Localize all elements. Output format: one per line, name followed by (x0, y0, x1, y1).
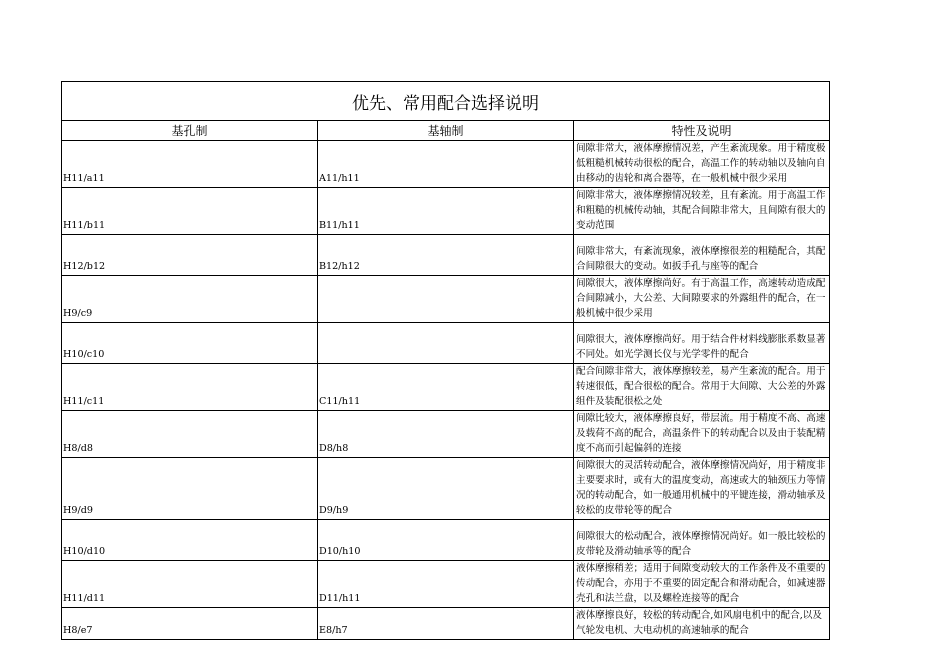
shaft-fit-cell: B11/h11 (318, 188, 574, 235)
header-shaft-basis: 基轴制 (318, 121, 574, 141)
shaft-fit-cell: C11/h11 (318, 364, 574, 411)
hole-fit-cell: H10/c10 (62, 323, 318, 364)
header-hole-basis: 基孔制 (62, 121, 318, 141)
table-row (62, 458, 830, 520)
hole-fit-cell: H8/d8 (62, 411, 318, 458)
description-cell: 间隙比较大，液体摩擦良好，带层流。用于精度不高、高速及载荷不高的配合，高温条件下的转动配合以及由于装配精度不高而引起偏斜的连接 (574, 411, 830, 458)
shaft-fit-cell (318, 276, 574, 323)
hole-fit-cell: H11/b11 (62, 188, 318, 235)
description-cell: 间隙很大，液体摩擦尚好。用于结合件材料线膨胀系数显著不同处。如光学测长仪与光学零件的配合 (574, 323, 830, 364)
description-cell: 配合间隙非常大，液体摩擦较差，易产生紊流的配合。用于转速很低，配合很松的配合。常用于大间隙、大公差的外露组件及装配很松之处 (574, 364, 830, 411)
description-cell: 间隙非常大，液体摩擦情况差，产生紊流现象。用于精度极低粗糙机械转动很松的配合，高温工作的转动轴以及轴向自由移动的齿轮和离合器等，在一般机械中很少采用 (574, 141, 830, 188)
table-row (62, 608, 830, 640)
header-description: 特性及说明 (574, 121, 830, 141)
table-row (62, 141, 830, 188)
description-cell: 间隙很大的灵活转动配合，液体摩擦情况尚好，用于精度非主要要求时，或有大的温度变动，高速或大的轴颈压力等情况的转动配合，如一般通用机械中的平键连接，滑动轴承及较松的皮带轮等的配合 (574, 458, 830, 520)
shaft-fit-cell: B12/h12 (318, 235, 574, 276)
description-cell: 液体摩擦良好，较松的转动配合,如风扇电机中的配合,以及气轮发电机、大电动机的高速轴承的配合 (574, 608, 830, 640)
table-row (62, 276, 830, 323)
shaft-fit-cell (318, 323, 574, 364)
table-row (62, 323, 830, 364)
hole-fit-cell: H8/e7 (62, 608, 318, 640)
fit-selection-table-sheet (61, 81, 830, 640)
shaft-fit-cell: D10/h10 (318, 520, 574, 561)
table-row (62, 561, 830, 608)
shaft-fit-cell: E8/h7 (318, 608, 574, 640)
table-row (62, 411, 830, 458)
shaft-fit-cell: D8/h8 (318, 411, 574, 458)
hole-fit-cell: H10/d10 (62, 520, 318, 561)
table-row (62, 188, 830, 235)
description-cell: 间隙非常大，液体摩擦情况较差，且有紊流。用于高温工作和粗糙的机械传动轴，其配合间隙非常大，且间隙有很大的变动范围 (574, 188, 830, 235)
shaft-fit-cell: A11/h11 (318, 141, 574, 188)
description-cell: 液体摩擦稍差；适用于间隙变动较大的工作条件及不重要的传动配合，亦用于不重要的固定配合和滑动配合，如减速器壳孔和法兰盘，以及螺栓连接等的配合 (574, 561, 830, 608)
table-row (62, 520, 830, 561)
description-cell: 间隙非常大，有紊流现象，液体摩擦很差的粗糙配合，其配合间隙很大的变动。如扳手孔与座等的配合 (574, 235, 830, 276)
table-row (62, 235, 830, 276)
table-title: 优先、常用配合选择说明 (62, 82, 830, 121)
description-cell: 间隙很大，液体摩擦尚好。有于高温工作，高速转动造成配合间隙减小，大公差、大间隙要求的外露组件的配合，在一般机械中很少采用 (574, 276, 830, 323)
header-row (62, 121, 830, 141)
hole-fit-cell: H9/d9 (62, 458, 318, 520)
hole-fit-cell: H12/b12 (62, 235, 318, 276)
fit-selection-table (61, 81, 830, 640)
hole-fit-cell: H11/d11 (62, 561, 318, 608)
table-row (62, 364, 830, 411)
shaft-fit-cell: D9/h9 (318, 458, 574, 520)
hole-fit-cell: H9/c9 (62, 276, 318, 323)
hole-fit-cell: H11/c11 (62, 364, 318, 411)
description-cell: 间隙很大的松动配合，液体摩擦情况尚好。如一般比较松的皮带轮及滑动轴承等的配合 (574, 520, 830, 561)
shaft-fit-cell: D11/h11 (318, 561, 574, 608)
hole-fit-cell: H11/a11 (62, 141, 318, 188)
